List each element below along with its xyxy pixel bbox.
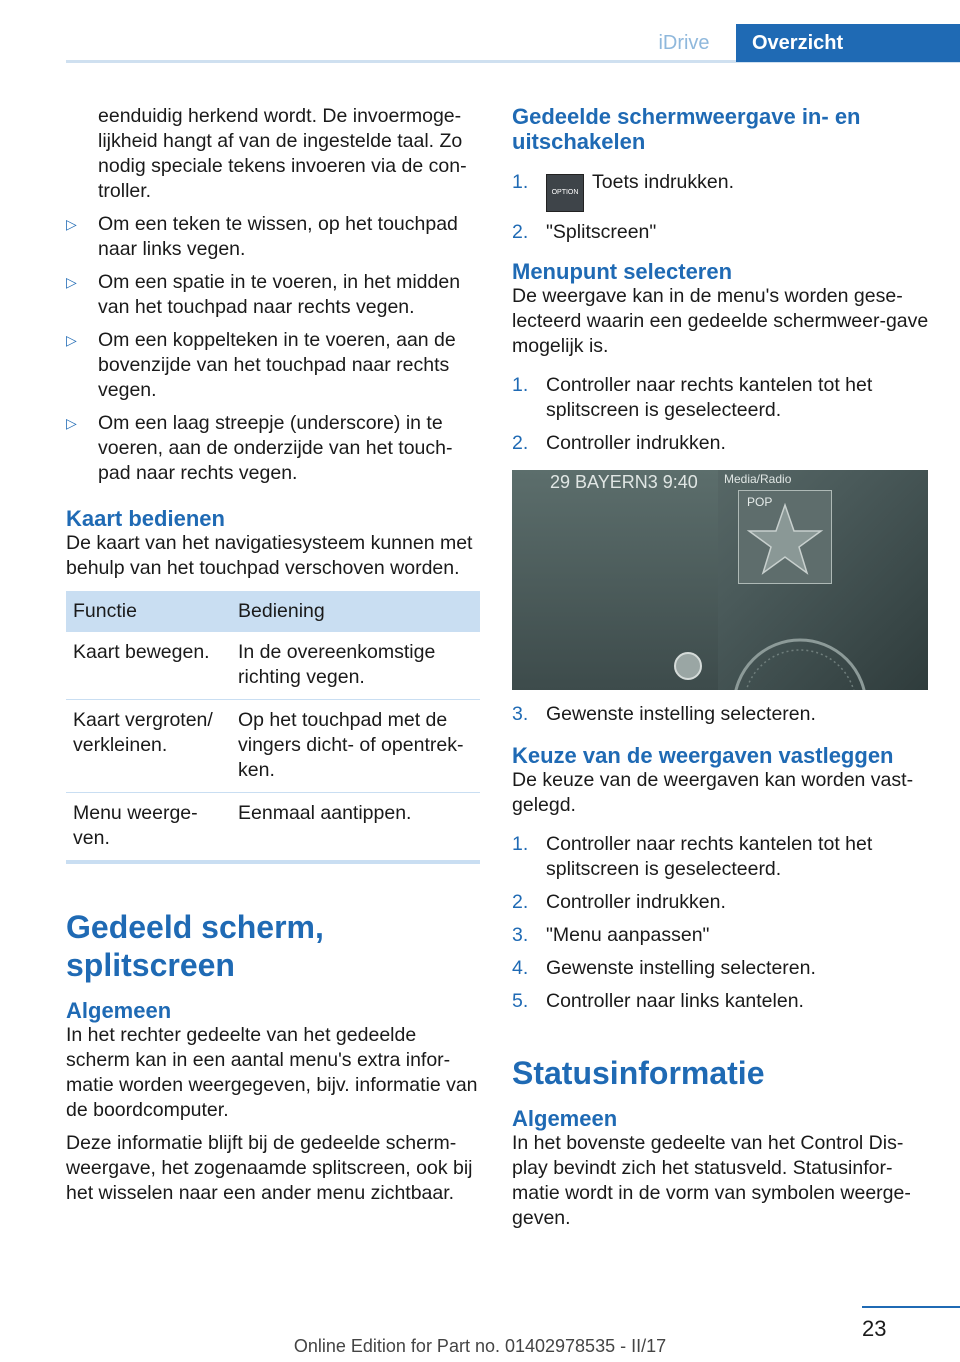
option-button-icon: OPTION xyxy=(546,174,584,212)
algemeen-paragraph: In het rechter gedeelte van het gedeelde scherm kan in een aantal menu's extra infor‐matie worden weergegeven, bijv. informatie van de boordcomputer. xyxy=(66,1024,478,1121)
numbered-step: 2. Controller indrukken. xyxy=(512,891,726,913)
table-cell: Menu weerge‐ven. xyxy=(66,793,231,863)
right-column xyxy=(512,104,932,1231)
step-text: Controller indrukken. xyxy=(546,891,726,913)
numbered-step: 5. Controller naar links kantelen. xyxy=(512,990,804,1012)
header-tab-idrive[interactable]: iDrive xyxy=(658,32,710,54)
table-cell: Eenmaal aantippen. xyxy=(231,793,480,863)
menupunt-heading: Menupunt selecteren xyxy=(512,259,733,284)
left-column xyxy=(66,104,480,1206)
keuze-text: De keuze van de weergaven kan worden vast‐gelegd. xyxy=(512,769,914,816)
table-row xyxy=(66,700,480,793)
table-header: Bediening xyxy=(231,591,480,632)
numbered-step: 4. Gewenste instelling selecteren. xyxy=(512,957,816,979)
intro-continuation xyxy=(66,104,480,204)
table-row xyxy=(66,793,480,863)
table-cell: Op het touchpad met de vingers dicht- of opentrek‐ken. xyxy=(231,700,480,793)
numbered-step: 1. OPTION Toets indrukken. xyxy=(512,170,932,212)
menupunt-text: De weergave kan in de menu's worden gese‐lecteerd waarin een gedeelde schermweer‐gave mogelijk is. xyxy=(512,285,929,357)
map-controls-table xyxy=(66,591,480,864)
split-toggle-heading: Gedeelde schermweergave in- en uitschakelen xyxy=(512,104,861,154)
triangle-bullet-icon: ▷ xyxy=(66,274,77,290)
bullet-text: Om een spatie in te voeren, in het midden van het touchpad naar rechts vegen. xyxy=(98,271,461,318)
step-text: "Splitscreen" xyxy=(546,221,657,243)
control-display-screenshot xyxy=(512,470,928,690)
header-tab-overzicht[interactable]: Overzicht xyxy=(736,24,960,62)
kaart-text: De kaart van het navigatiesysteem kunnen met behulp van het touchpad verschoven worden. xyxy=(66,532,473,579)
algemeen-heading: Algemeen xyxy=(66,998,172,1023)
section-title-status: Statusinformatie xyxy=(512,1055,765,1091)
triangle-bullet-icon: ▷ xyxy=(66,332,77,348)
step-text: Controller naar rechts kantelen tot het splitscreen is geselecteerd. xyxy=(546,833,873,880)
triangle-bullet-icon: ▷ xyxy=(66,415,77,431)
screen-pop-label: POP xyxy=(747,495,773,509)
table-cell: Kaart vergroten/ verkleinen. xyxy=(66,700,231,793)
bullet-item xyxy=(66,328,480,403)
bullet-item xyxy=(66,212,480,262)
step-text: Gewenste instelling selecteren. xyxy=(546,703,816,725)
step-text: "Menu aanpassen" xyxy=(546,924,710,946)
step-text: Gewenste instelling selecteren. xyxy=(546,957,816,979)
algemeen-heading: Algemeen xyxy=(512,1106,618,1131)
intro-text: eenduidig herkend wordt. De invoermoge‐lijkheid hangt af van de ingestelde taal. Zo nodig speciale tekens invoeren via de con‐troller. xyxy=(98,105,467,202)
step-text: Controller naar links kantelen. xyxy=(546,990,804,1012)
kaart-heading: Kaart bedienen xyxy=(66,506,225,531)
numbered-step: 3. "Menu aanpassen" xyxy=(512,924,710,946)
numbered-step xyxy=(512,702,932,727)
table-cell: In de overeenkomstige richting vegen. xyxy=(231,632,480,700)
table-header-row xyxy=(66,591,480,632)
screen-panel-title: Media/Radio xyxy=(724,472,792,486)
screen-station-label: 29 BAYERN3 9:40 xyxy=(550,472,698,492)
bullet-text: Om een teken te wissen, op het touchpad naar links vegen. xyxy=(98,213,458,260)
triangle-bullet-icon: ▷ xyxy=(66,216,77,232)
bullet-item xyxy=(66,270,480,320)
section-title-splitscreen: Gedeeld scherm, splitscreen xyxy=(66,909,324,983)
status-paragraph: In het bovenste gedeelte van het Control Dis‐play bevindt zich het statusveld. Statusinfor‐matie wordt in de vorm van symbolen weerge‐geven. xyxy=(512,1132,911,1229)
bullet-item xyxy=(66,411,480,486)
bullet-text: Om een laag streepje (underscore) in te voeren, aan de onderzijde van het touch‐pad naar rechts vegen. xyxy=(98,412,453,484)
step-text: Controller indrukken. xyxy=(546,432,726,454)
bullet-text: Om een koppelteken in te voeren, aan de bovenzijde van het touchpad naar rechts vegen. xyxy=(98,329,456,401)
numbered-step: 1. Controller naar rechts kantelen tot het splitscreen is geselecteerd. xyxy=(512,374,873,421)
step-number: 3. xyxy=(512,703,529,725)
table-header: Functie xyxy=(66,591,231,632)
keuze-heading: Keuze van de weergaven vastleggen xyxy=(512,743,894,768)
numbered-step: 2. "Splitscreen" xyxy=(512,221,657,243)
step-text: Controller naar rechts kantelen tot het splitscreen is geselecteerd. xyxy=(546,374,873,421)
table-cell: Kaart bewegen. xyxy=(66,632,231,700)
table-row xyxy=(66,632,480,700)
screen-controller-dial-icon xyxy=(512,470,928,690)
numbered-step: 1. Controller naar rechts kantelen tot het splitscreen is geselecteerd. xyxy=(512,833,873,880)
numbered-step: 2. Controller indrukken. xyxy=(512,432,726,454)
footer-rule xyxy=(862,1306,960,1308)
algemeen-paragraph: Deze informatie blijft bij de gedeelde scherm‐weergave, het zogenaamde splitscreen, ook bij het wisselen naar een ander menu zichtbaar. xyxy=(66,1132,473,1204)
edition-footer: Online Edition for Part no. 01402978535 - II/17 xyxy=(293,1336,667,1356)
step-text: Toets indrukken. xyxy=(592,171,734,193)
page-number: 23 xyxy=(862,1316,887,1341)
